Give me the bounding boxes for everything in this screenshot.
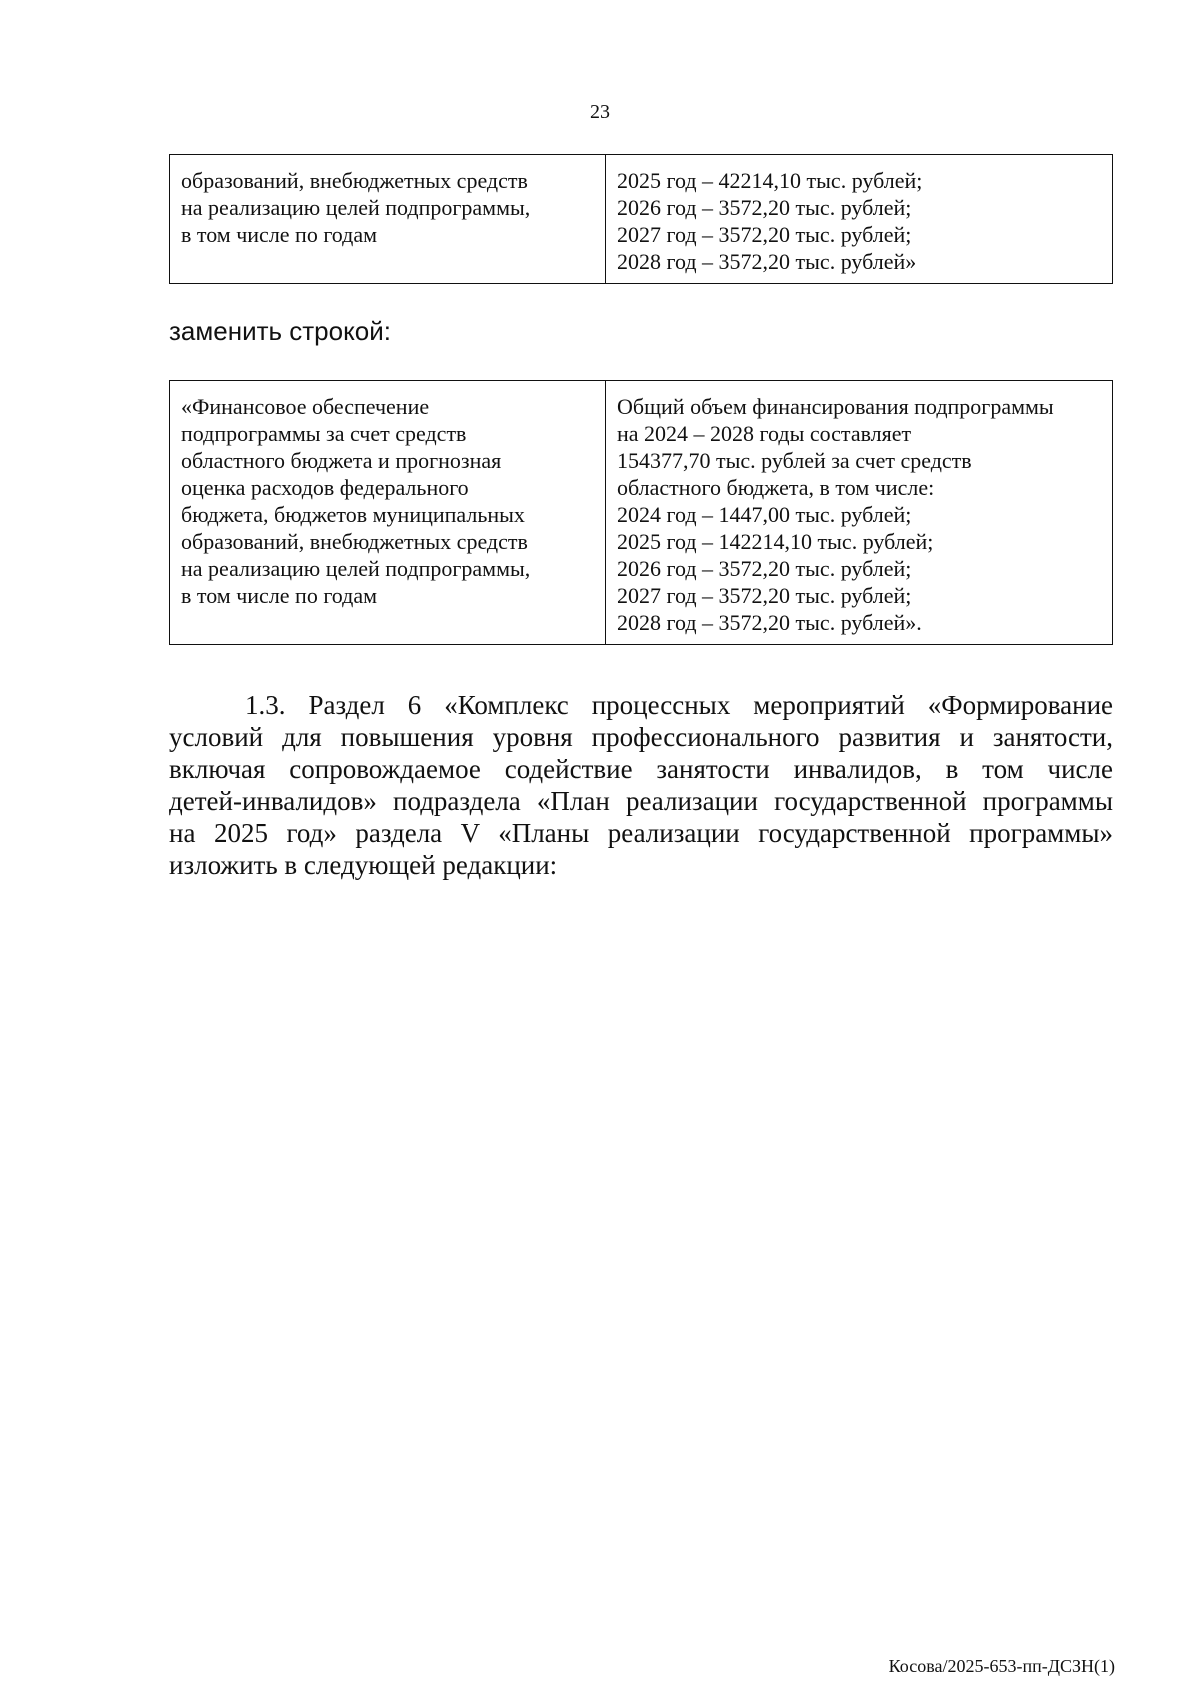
cell-line: 2028 год – 3572,20 тыс. рублей»	[617, 249, 917, 274]
cell-line: оценка расходов федерального	[181, 475, 469, 500]
paragraph-line: условий для повышения уровня профессионального развития и занятости,	[169, 722, 1113, 752]
cell-line: 2024 год – 1447,00 тыс. рублей;	[617, 502, 912, 527]
table-cell-amounts	[606, 155, 1113, 284]
table-cell-description	[170, 155, 606, 284]
cell-line: 2026 год – 3572,20 тыс. рублей;	[617, 556, 912, 581]
cell-line: в том числе по годам	[181, 222, 378, 247]
section-paragraph	[169, 689, 1113, 881]
cell-line: Общий объем финансирования подпрограммы	[617, 394, 1054, 419]
cell-line: 2025 год – 42214,10 тыс. рублей;	[617, 168, 923, 193]
paragraph-line: включая сопровождаемое содействие занятости инвалидов, в том числе	[169, 754, 1113, 784]
paragraph-line: на 2025 год» раздела V «Планы реализации государственной программы»	[169, 818, 1113, 848]
cell-line: 2025 год – 142214,10 тыс. рублей;	[617, 529, 934, 554]
cell-line: 154377,70 тыс. рублей за счет средств	[617, 448, 972, 473]
cell-line: бюджета, бюджетов муниципальных	[181, 502, 525, 527]
cell-line: на 2024 – 2028 годы составляет	[617, 421, 912, 446]
cell-line: 2026 год – 3572,20 тыс. рублей;	[617, 195, 912, 220]
table-row	[170, 155, 1113, 284]
document-code: Косова/2025-653-пп-ДСЗН(1)	[888, 1656, 1115, 1676]
paragraph-line: 1.3. Раздел 6 «Комплекс процессных мероприятий «Формирование	[245, 690, 1113, 720]
cell-line: в том числе по годам	[181, 583, 378, 608]
cell-line: 2027 год – 3572,20 тыс. рублей;	[617, 583, 912, 608]
table-cell-description	[170, 381, 606, 645]
page-number: 23	[590, 101, 610, 123]
cell-line: образований, внебюджетных средств	[181, 529, 528, 554]
cell-line: областного бюджета, в том числе:	[617, 475, 935, 500]
cell-line: на реализацию целей подпрограммы,	[181, 195, 531, 220]
cell-line: подпрограммы за счет средств	[181, 421, 467, 446]
cell-line: областного бюджета и прогнозная	[181, 448, 502, 473]
paragraph-line: изложить в следующей редакции:	[169, 850, 558, 880]
cell-line: образований, внебюджетных средств	[181, 168, 528, 193]
table-row	[170, 381, 1113, 645]
replace-label: заменить строкой:	[169, 316, 391, 346]
table-previous-row	[169, 154, 1113, 284]
cell-line: на реализацию целей подпрограммы,	[181, 556, 531, 581]
cell-line: 2027 год – 3572,20 тыс. рублей;	[617, 222, 912, 247]
table-replacement-row	[169, 380, 1113, 645]
table-cell-amounts	[606, 381, 1113, 645]
cell-line: «Финансовое обеспечение	[181, 394, 430, 419]
paragraph-line: детей-инвалидов» подраздела «План реализации государственной программы	[169, 786, 1113, 816]
cell-line: 2028 год – 3572,20 тыс. рублей».	[617, 610, 922, 635]
